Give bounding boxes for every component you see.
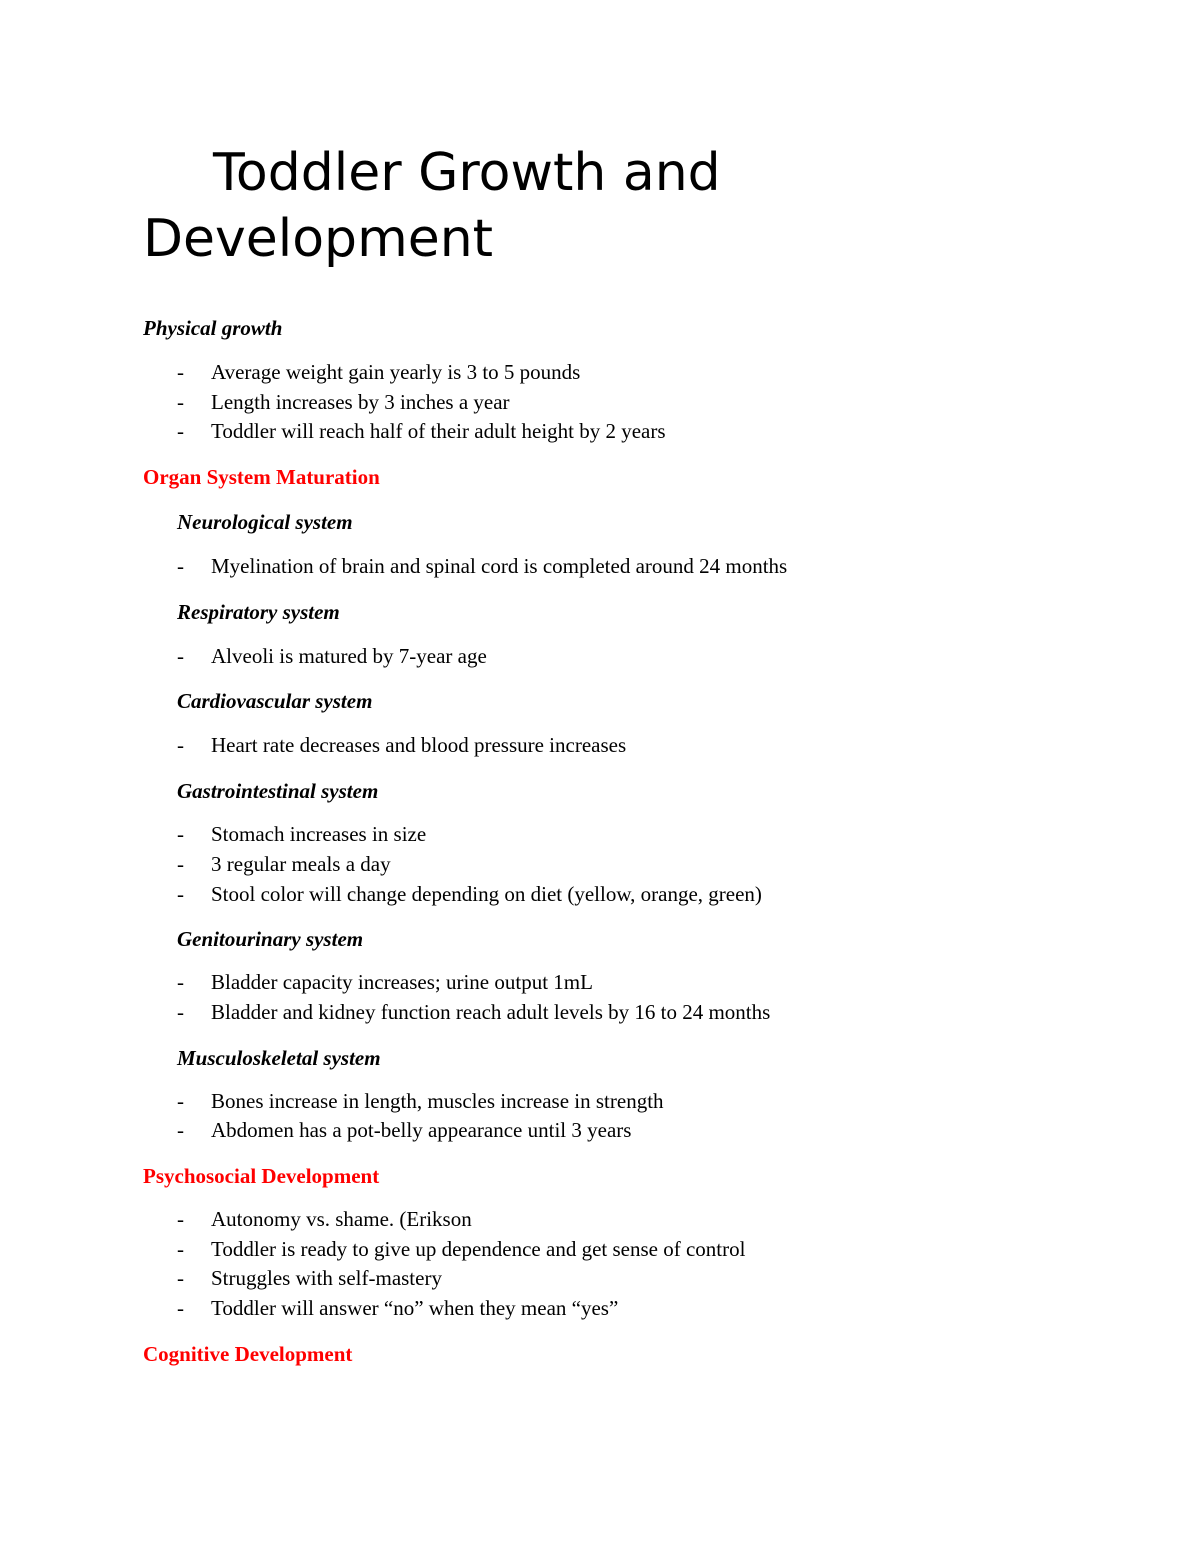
document-body: [143, 313, 1143, 1369]
list-item: - Alveoli is matured by 7-year age: [143, 642, 1143, 672]
subheading-gastrointestinal-system: Gastrointestinal system: [177, 779, 379, 804]
dash-bullet: -: [177, 1118, 184, 1143]
dash-bullet: -: [177, 881, 184, 906]
physical-growth-list: [143, 358, 1143, 447]
subheading-genitourinary-system: Genitourinary system: [177, 927, 364, 952]
subheading-cardiovascular-system: Cardiovascular system: [177, 689, 373, 714]
gastrointestinal-list: [143, 820, 1143, 909]
dash-bullet: -: [177, 1266, 184, 1291]
list-item: - Average weight gain yearly is 3 to 5 pounds: [143, 358, 1143, 388]
dash-bullet: -: [177, 1206, 184, 1231]
dash-bullet: -: [177, 1296, 184, 1320]
dash-bullet: -: [177, 419, 184, 444]
dash-bullet: -: [177, 733, 184, 758]
page-title: Toddler Growth and Development: [143, 143, 721, 269]
dash-bullet: -: [177, 822, 184, 847]
section-heading-cognitive-development: Cognitive Development: [143, 1341, 353, 1366]
list-item: - Toddler will reach half of their adult height by 2 years: [143, 417, 1143, 447]
dash-bullet: -: [177, 1236, 184, 1261]
list-item: - Stomach increases in size: [143, 820, 1143, 850]
list-item: - 3 regular meals a day: [143, 850, 1143, 880]
dash-bullet: -: [177, 389, 184, 414]
dash-bullet: -: [177, 851, 184, 876]
list-item: - Toddler will answer “no” when they mean “yes”: [143, 1294, 1143, 1324]
list-item: - Bladder and kidney function reach adult levels by 16 to 24 months: [143, 998, 1143, 1028]
genitourinary-list: [143, 968, 1143, 1027]
section-heading-physical-growth: Physical growth: [143, 316, 283, 340]
list-item: - Autonomy vs. shame. (Erikson: [143, 1205, 1143, 1235]
section-heading-organ-system-maturation: Organ System Maturation: [143, 465, 380, 490]
list-item: - Toddler is ready to give up dependence and get sense of control: [143, 1235, 1143, 1265]
list-item: - Stool color will change depending on diet (yellow, orange, green): [143, 880, 1143, 910]
list-item: - Struggles with self-mastery: [143, 1264, 1143, 1294]
list-item: - Myelination of brain and spinal cord is completed around 24 months: [143, 552, 1143, 582]
dash-bullet: -: [177, 554, 184, 579]
list-item: - Length increases by 3 inches a year: [143, 388, 1143, 418]
list-item: - Bones increase in length, muscles increase in strength: [143, 1087, 1143, 1117]
section-heading-psychosocial-development: Psychosocial Development: [143, 1163, 380, 1188]
cardiovascular-list: [143, 731, 1143, 761]
subheading-neurological-system: Neurological system: [177, 510, 353, 535]
dash-bullet: -: [177, 643, 184, 668]
musculoskeletal-list: [143, 1087, 1143, 1146]
psychosocial-list: [143, 1205, 1143, 1324]
neurological-list: [143, 552, 1143, 582]
subheading-musculoskeletal-system: Musculoskeletal system: [177, 1045, 381, 1070]
dash-bullet: -: [177, 1088, 184, 1113]
subheading-respiratory-system: Respiratory system: [177, 599, 340, 624]
list-item: - Abdomen has a pot-belly appearance until 3 years: [143, 1116, 1143, 1146]
respiratory-list: [143, 642, 1143, 672]
dash-bullet: -: [177, 999, 184, 1024]
dash-bullet: -: [177, 360, 184, 384]
list-item: - Bladder capacity increases; urine output 1mL: [143, 968, 1143, 998]
dash-bullet: -: [177, 970, 184, 995]
list-item: - Heart rate decreases and blood pressure increases: [143, 731, 1143, 761]
